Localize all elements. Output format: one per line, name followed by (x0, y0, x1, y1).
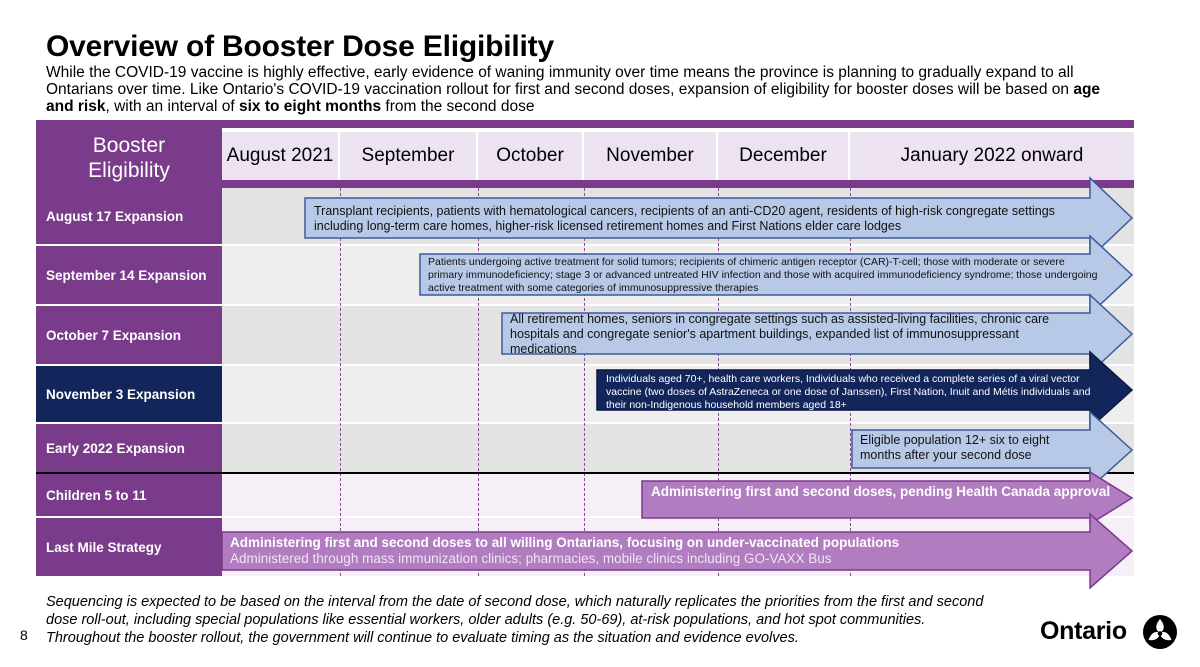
month-header-september: September (340, 132, 476, 180)
month-header-january: January 2022 onward (850, 132, 1134, 180)
row-label-early2022: Early 2022 Expansion (36, 424, 222, 472)
arrow-text-lastmile-sub: Administered through mass immunization clinics; pharmacies, mobile clinics including GO-VAXX Bus (230, 551, 832, 566)
corner-line1: Booster (92, 134, 166, 157)
corner-line2: Eligibility (88, 159, 170, 182)
subtitle-bold-interval: six to eight months (239, 98, 382, 115)
subtitle-part1: While the COVID-19 vaccine is highly effective, early evidence of waning immunity over time means the province is planning to gradually expand to all Ontarians over time. Like Ontario's COVID-19 vaccination rollout for first and second doses, expansion of eligibility for booster doses will be based on (46, 64, 1074, 98)
row-label-lastmile: Last Mile Strategy (36, 518, 222, 576)
month-header-october: October (478, 132, 582, 180)
month-header-august: August 2021 (222, 132, 338, 180)
subtitle-part3: from the second dose (381, 98, 535, 115)
ontario-trillium-icon (1142, 614, 1178, 650)
arrow-text-sep14: Patients undergoing active treatment for solid tumors; recipients of chimeric antigen receptor (CAR)-T-cell; those with moderate or severe primary immunodeficiency; stage 3 or advanced untreated HIV infection and those with acquired immunodeficiency syndrome; those undergoing active treatment with some categories of immunosuppressive therapies (428, 256, 1098, 294)
row-label-aug17: August 17 Expansion (36, 188, 222, 244)
arrow-text-nov3: Individuals aged 70+, health care workers, Individuals who received a complete series of a viral vector vaccine (two doses of AstraZeneca or one dose of Janssen), First Nation, Inuit and Métis individuals and their non-Indigenous household members aged 18+ (606, 373, 1091, 411)
arrow-text-early2022: Eligible population 12+ six to eight months after your second dose (860, 433, 1050, 462)
footnote: Sequencing is expected to be based on the interval from the date of second dose, which naturally replicates the priorities from the first and second dose roll-out, including special populations like essential workers, older adults (e.g. 50-69), at-risk populations, and hot spot communities. Throughout the booster rollout, the government will continue to evaluate timing as the situation and evidence evolves. (46, 594, 984, 646)
arrow-text-lastmile (230, 535, 1090, 567)
subtitle-part2: , with an interval of (105, 98, 239, 115)
arrow-text-children (651, 484, 1111, 500)
page-title: Overview of Booster Dose Eligibility (46, 30, 554, 63)
arrow-text-lastmile-main: Administering first and second doses to all willing Ontarians, focusing on under-vaccinated populations (230, 535, 900, 550)
month-header-december: December (718, 132, 848, 180)
row-label-oct7: October 7 Expansion (36, 306, 222, 364)
row-label-nov3: November 3 Expansion (36, 366, 222, 422)
subtitle-bold-age-risk: age and risk (46, 81, 1101, 115)
arrow-text-children-main: Administering first and second doses, pending Health Canada approval (651, 484, 1111, 499)
row-label-children: Children 5 to 11 (36, 474, 222, 516)
arrow-text-oct7: All retirement homes, seniors in congregate settings such as assisted-living facilities, chronic care hospitals and congregate senior's apartment buildings, expanded list of immunosuppressant medications (510, 312, 1050, 356)
arrow-text-aug17: Transplant recipients, patients with hematological cancers, recipients of an anti-CD20 agent, residents of high-risk congregate settings including long-term care homes, higher-risk licensed retirement homes and First Nations elder care lodges (314, 204, 1055, 233)
month-header-november: November (584, 132, 716, 180)
ontario-logo-text: Ontario (1040, 617, 1127, 645)
page-number: 8 (20, 627, 28, 643)
row-label-sep14: September 14 Expansion (36, 246, 222, 304)
